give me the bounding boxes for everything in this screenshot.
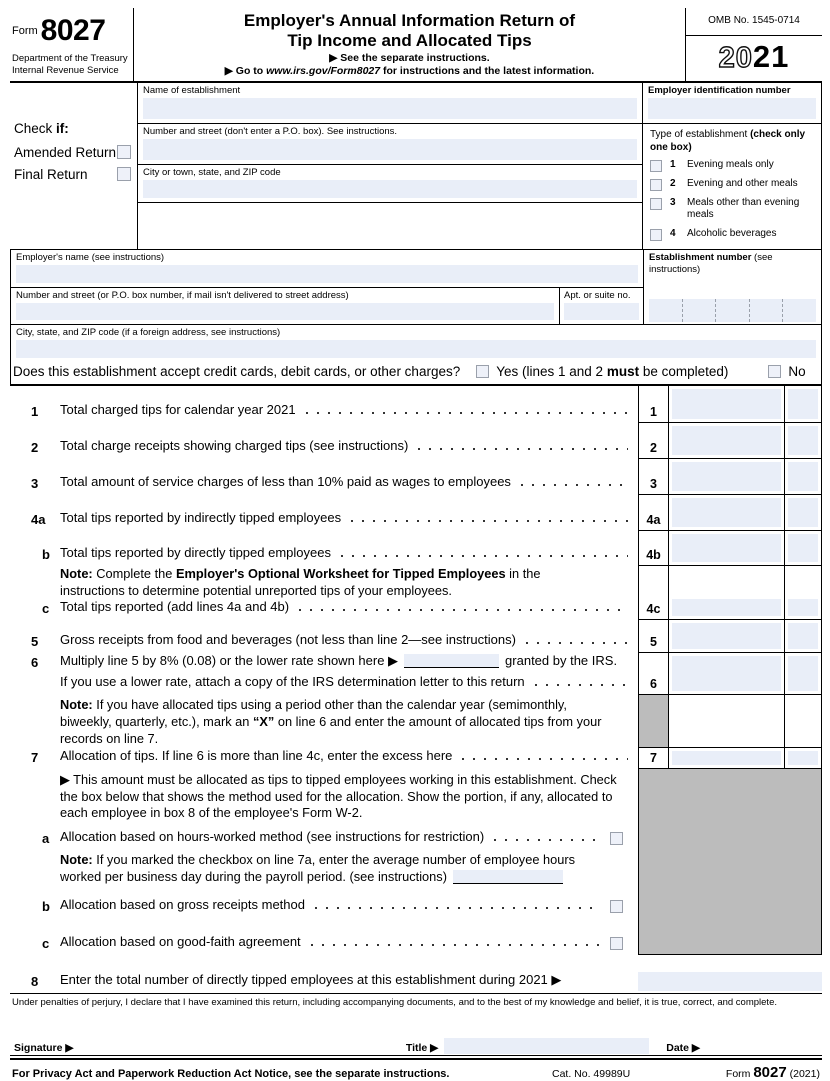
establishment-name-row (138, 83, 642, 124)
lines-table (10, 386, 822, 994)
line-6-amount-input[interactable] (669, 653, 785, 694)
form-title-block (134, 8, 686, 81)
perjury-statement: Under penalties of perjury, I declare that I have examined this return, including accompanying documents, and to the best of my knowledge and belief, it is true, correct, and complete. (12, 996, 777, 1008)
final-return-row (14, 167, 131, 182)
form-title: Employer's Annual Information Return of Tip Income and Allocated Tips (243, 11, 576, 51)
establishment-street-label: Number and street (don't enter a P.O. box). See instructions. (143, 125, 398, 137)
line-7c-checkbox[interactable] (610, 937, 623, 950)
establishment-number-block (643, 250, 821, 324)
date-label: Date ▶ (666, 1041, 700, 1054)
line-3-amount-input[interactable] (669, 459, 785, 494)
line-3-row: 3 Total amount of service charges of less than 10% paid as wages to employees 3 (10, 459, 822, 495)
spacer (10, 955, 822, 968)
form-number-line (12, 14, 129, 48)
line-6-text-2: If you use a lower rate, attach a copy of the IRS determination letter to this return (60, 674, 525, 690)
line-2-cents-input[interactable] (785, 423, 821, 458)
line-3-cents-input[interactable] (785, 459, 821, 494)
employer-street-row (11, 288, 643, 324)
line-7b-checkbox[interactable] (610, 900, 623, 913)
dot-leader (535, 684, 628, 686)
line-2-amount-input[interactable] (669, 423, 785, 458)
form-number: 8027 (40, 14, 106, 47)
line-8-row: 8 Enter the total number of directly tipped employees at this establishment during 2021 ▶ (10, 968, 822, 994)
line-2-row: 2 Total charge receipts showing charged tips (see instructions) 2 (10, 423, 822, 459)
type-4-label: Alcoholic beverages (687, 227, 777, 239)
line-4b-row: b Total tips reported by directly tipped employees 4b (10, 531, 822, 566)
line-7-cents-input[interactable] (785, 748, 821, 768)
line-4c-amount-input[interactable] (669, 566, 785, 620)
employer-city-row (11, 325, 821, 362)
apt-suite-label: Apt. or suite no. (564, 289, 631, 301)
amended-return-checkbox[interactable] (117, 145, 131, 159)
employer-street-label: Number and street (or P.O. box number, if mail isn't delivered to street address) (16, 289, 349, 301)
employer-name-label: Employer's name (see instructions) (16, 251, 165, 263)
dot-leader (299, 609, 628, 611)
credit-card-question-row (11, 362, 821, 386)
dot-leader (351, 520, 628, 522)
line-4b-cents-input[interactable] (785, 531, 821, 565)
line-6-text-1: Multiply line 5 by 8% (0.08) or the lower rate shown here ▶ granted by the IRS. (60, 653, 618, 669)
establishment-name-input[interactable] (143, 98, 637, 119)
line-7a-row: a Allocation based on hours-worked method (see instructions for restriction) (10, 829, 638, 850)
form-word: Form (12, 25, 38, 37)
type-3-label: Meals other than evening meals (687, 196, 800, 221)
privacy-act-notice: For Privacy Act and Paperwork Reduction Act Notice, see the separate instructions. (12, 1067, 450, 1080)
employer-address-grid (11, 250, 821, 325)
line-3-label: Total amount of service charges of less than 10% paid as wages to employees (60, 473, 511, 489)
employer-city-input[interactable] (16, 340, 816, 358)
line-4a-row: 4a Total tips reported by indirectly tipped employees 4a (10, 495, 822, 531)
credit-card-question: Does this establishment accept credit cards, debit cards, or other charges? (13, 363, 461, 379)
type-option-1: 1 Evening meals only (650, 159, 817, 172)
line-5-row: 5 Gross receipts from food and beverages (not less than line 2—see instructions) 5 (10, 620, 822, 653)
establishment-number-input[interactable] (649, 299, 816, 322)
type-option-4: 4 Alcoholic beverages (650, 228, 817, 241)
line-5-cents-input[interactable] (785, 620, 821, 652)
line-7c-label: Allocation based on good-faith agreement (60, 933, 301, 949)
establishment-section (10, 83, 822, 250)
type-2-label: Evening and other meals (687, 177, 798, 189)
dot-leader (418, 448, 628, 450)
line-4c-row: Note: Complete the Employer's Optional Worksheet for Tipped Employees in the instructions to determine potential unreported tips of your employees. c Total tips reported (add lines 4a and 4b) 4c (10, 566, 822, 621)
ein-row (643, 83, 821, 124)
dot-leader (315, 907, 600, 909)
check-if-block (10, 83, 137, 249)
final-return-checkbox[interactable] (117, 167, 131, 181)
goto-line: ▶ Go to www.irs.gov/Form8027 for instructions and the latest information. (224, 65, 595, 78)
line-8-label: Enter the total number of directly tipped employees at this establishment during 2021 ▶ (60, 971, 562, 987)
type-option-3: 3 Meals other than evening meals (650, 197, 817, 222)
line-7a-label: Allocation based on hours-worked method (see instructions for restriction) (60, 829, 485, 845)
type-4-checkbox[interactable] (650, 229, 662, 241)
dot-leader (521, 484, 628, 486)
establishment-street-input[interactable] (143, 139, 637, 160)
signature-row (10, 1038, 822, 1056)
dot-leader (462, 758, 628, 760)
omb-number: OMB No. 1545-0714 (686, 8, 822, 36)
catalog-number: Cat. No. 49989U (552, 1067, 631, 1080)
line-5-label: Gross receipts from food and beverages (not less than line 2—see instructions) (60, 632, 516, 648)
employer-street-input[interactable] (16, 303, 554, 320)
line-4b-amount-input[interactable] (669, 531, 785, 565)
title-input[interactable] (444, 1038, 649, 1054)
dot-leader (494, 839, 600, 841)
shaded-cell (639, 695, 669, 747)
ein-type-block (643, 83, 821, 249)
cc-no-label: No (788, 363, 806, 379)
line-6-note: Note: If you have allocated tips using a period other than the calendar year (semimonthly, biweekly, quarterly, etc.), mark an “X” on line 6 and enter the amount of allocated tips from your records on line 7. (60, 697, 602, 746)
omb-year-block (686, 8, 822, 81)
form-id-block (10, 8, 134, 81)
establishment-city-label: City or town, state, and ZIP code (143, 166, 281, 178)
dot-leader (306, 412, 628, 414)
line-4a-label: Total tips reported by indirectly tipped employees (60, 509, 342, 525)
line-7a-checkbox[interactable] (610, 832, 623, 845)
line-7-paragraph: ▶ This amount must be allocated as tips to tipped employees working in this establishment. Check the box below that shows the method used for the allocation. Show the portion, if any, allocated to each employee in box 8 of the employee's Form W-2. (60, 771, 617, 821)
establishment-extra-box (138, 203, 642, 249)
line-1-amount-input[interactable] (669, 386, 785, 422)
employer-left-column (11, 250, 643, 324)
apt-suite-input[interactable] (564, 303, 639, 320)
cc-yes-label: Yes (lines 1 and 2 must be completed) (496, 363, 729, 379)
line-7b-label: Allocation based on gross receipts method (60, 897, 305, 913)
line-1-row: 1 Total charged tips for calendar year 2021 1 (10, 386, 822, 423)
ein-input[interactable] (648, 98, 816, 119)
employer-name-row (11, 250, 643, 288)
line-6-note-row (10, 695, 822, 748)
establishment-number-label: Establishment number (see instructions) (649, 251, 773, 276)
establishment-address-block (137, 83, 643, 249)
line-7-row: 7 Allocation of tips. If line 6 is more than line 4c, enter the excess here 7 (10, 748, 822, 769)
type-2-checkbox[interactable] (650, 179, 662, 191)
line-7-label: Allocation of tips. If line 6 is more than line 4c, enter the excess here (60, 747, 453, 763)
type-1-label: Evening meals only (687, 158, 774, 170)
check-if-label: Check if: (14, 120, 69, 136)
line-4b-note: Note: Complete the Employer's Optional Worksheet for Tipped Employees in the instructions to determine potential unreported tips of your employees. (60, 565, 541, 598)
employer-section (10, 250, 822, 386)
signature-label: Signature ▶ (14, 1041, 74, 1054)
type-of-establishment-title: Type of establishment (check only one box) (650, 128, 806, 153)
cc-no-checkbox[interactable] (768, 365, 781, 378)
line-4a-cents-input[interactable] (785, 495, 821, 530)
line-4b-label: Total tips reported by directly tipped employees (60, 544, 331, 560)
line-4c-label: Total tips reported (add lines 4a and 4b) (60, 599, 290, 615)
line-6-row: 6 Multiply line 5 by 8% (0.08) or the lower rate shown here ▶ granted by the IRS. If you use a lower rate, attach a copy of the IRS determination letter to this return 6 (10, 653, 822, 695)
line-1-cents-input[interactable] (785, 386, 821, 422)
dot-leader (341, 555, 628, 557)
line-7a-note: Note: If you marked the checkbox on line 7a, enter the average number of employee hours worked per business day during the payroll period. (see instructions) (60, 852, 576, 885)
type-of-establishment-box (643, 124, 821, 249)
line-2-label: Total charge receipts showing charged tips (see instructions) (60, 437, 409, 453)
line-4c-cents-input[interactable] (785, 566, 821, 620)
line-7c-row: c Allocation based on good-faith agreement (10, 934, 638, 955)
tax-year: 2021 (718, 39, 790, 74)
line-7b-row: b Allocation based on gross receipts method (10, 897, 638, 918)
establishment-name-label: Name of establishment (143, 84, 241, 96)
ein-label: Employer identification number (648, 84, 791, 96)
footer-form-number: Form 8027 (2021) (725, 1063, 820, 1081)
agency-name: Department of the Treasury Internal Revenue Service (12, 53, 128, 77)
title-label: Title ▶ (405, 1041, 439, 1054)
line-8-count-input[interactable] (638, 972, 822, 991)
allocation-method-block (10, 769, 822, 955)
amended-return-label: Amended Return (14, 144, 117, 160)
final-return-label: Final Return (14, 166, 88, 182)
form-header (10, 8, 822, 83)
see-instructions-line: ▶ See the separate instructions. (329, 52, 490, 65)
line-7-amount-input[interactable] (669, 748, 785, 768)
line-4b-box-label: 4b (639, 531, 669, 565)
dot-leader (311, 944, 600, 946)
type-option-2: 2 Evening and other meals (650, 178, 817, 191)
establishment-city-input[interactable] (143, 180, 637, 198)
dot-leader (526, 642, 628, 644)
employer-city-label: City, state, and ZIP code (if a foreign address, see instructions) (16, 326, 281, 338)
type-1-checkbox[interactable] (650, 160, 662, 172)
page-footer (10, 1058, 822, 1081)
amended-return-row (14, 145, 131, 160)
line-1-label: Total charged tips for calendar year 2021 (60, 401, 296, 417)
line-6-rate-input[interactable] (404, 654, 499, 668)
line-4a-amount-input[interactable] (669, 495, 785, 530)
line-6-cents-input[interactable] (785, 653, 821, 694)
line-7a-hours-input[interactable] (453, 870, 563, 884)
line-5-amount-input[interactable] (669, 620, 785, 652)
employer-name-input[interactable] (16, 265, 638, 283)
irs-url: www.irs.gov/Form8027 (266, 65, 381, 78)
shaded-block (638, 769, 822, 955)
establishment-street-row (138, 124, 642, 165)
cc-yes-checkbox[interactable] (476, 365, 489, 378)
establishment-city-row (138, 165, 642, 203)
type-3-checkbox[interactable] (650, 198, 662, 210)
